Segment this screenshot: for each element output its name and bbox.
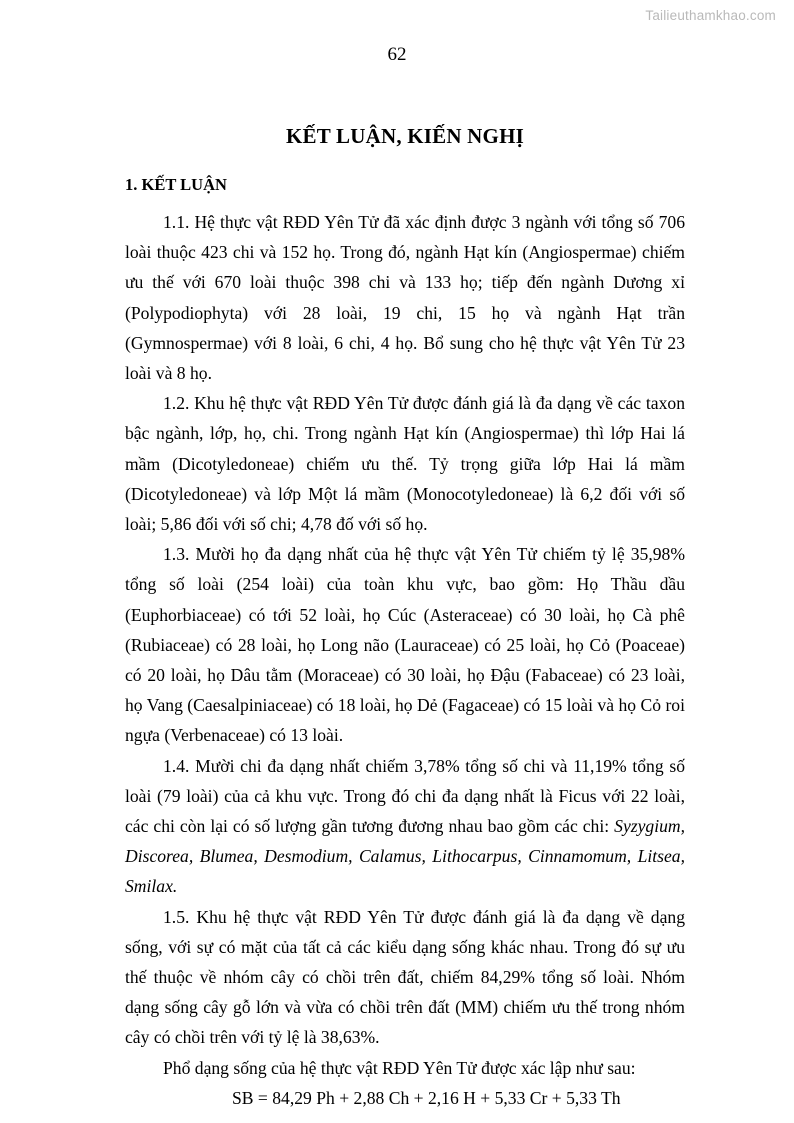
page-content — [125, 123, 685, 1113]
paragraph-1-5: 1.5. Khu hệ thực vật RĐD Yên Tử được đánh giá là đa dạng về dạng sống, với sự có mặt của tất cả các kiểu dạng sống khác nhau. Trong đó sự ưu thế thuộc về nhóm cây có chồi trên đất, chiếm 84,29% tổng số loài. Nhóm dạng sống cây gỗ lớn và vừa có chồi trên đất (MM) chiếm ưu thế trong nhóm cây có chồi trên với tỷ lệ là 38,63%. — [125, 906, 685, 1048]
life-form-spectrum-formula: SB = 84,29 Ph + 2,88 Ch + 2,16 H + 5,33 Cr + 5,33 Th — [232, 1087, 621, 1108]
page-number: 62 — [387, 44, 407, 65]
paragraph-1-3: 1.3. Mười họ đa dạng nhất của hệ thực vật Yên Tử chiếm tỷ lệ 35,98% tổng số loài (254 loài) của toàn khu vực, bao gồm: Họ Thầu dầu (Euphorbiaceae) có tới 52 loài, họ Cúc (Asteraceae) có 30 loài, họ Cà phê (Rubiaceae) có 28 loài, họ Long não (Lauraceae) có 25 loài, họ Cỏ (Poaceae) có 20 loài, họ Dâu tằm (Moraceae) có 30 loài, họ Đậu (Fabaceae) có 23 loài, họ Vang (Caesalpiniaceae) có 18 loài, họ Dẻ (Fagaceae) có 15 loài và họ Cỏ roi ngựa (Verbenaceae) có 13 loài. — [125, 544, 685, 746]
watermark-text: Tailieuthamkhao.com — [645, 8, 776, 23]
section-heading-ket-luan: 1. KẾT LUẬN — [125, 175, 227, 194]
paragraph-1-4-lead: 1.4. Mười chi đa dạng nhất chiếm 3,78% tổng số chi và 11,19% tổng số loài (79 loài) của cả khu vực. Trong đó chi đa dạng nhất là Ficus với 22 loài, các chi còn lại có số lượng gần tương đương nhau bao gồm các chi: — [125, 755, 685, 837]
paragraph-1-4-genera-italic: Syzygium, Discorea, Blumea, Desmodium, Calamus, Lithocarpus, Cinnamomum, Litsea, Smilax. — [125, 816, 685, 897]
paragraph-1-4 — [125, 751, 685, 902]
page-title: KẾT LUẬN, KIẾN NGHỊ — [286, 124, 524, 148]
paragraph-1-2: 1.2. Khu hệ thực vật RĐD Yên Tử được đánh giá là đa dạng về các taxon bậc ngành, lớp, họ, chi. Trong ngành Hạt kín (Angiospermae) thì lớp Hai lá mầm (Dicotyledoneae) chiếm ưu thế. Tỷ trọng giữa lớp Hai lá mầm (Dicotyledoneae) và lớp Một lá mầm (Monocotyledoneae) là 6,2 đối với số loài; 5,86 đối với số chi; 4,78 đố với số họ. — [125, 393, 685, 535]
paragraph-spectrum-intro: Phổ dạng sống của hệ thực vật RĐD Yên Tử được xác lập như sau: — [163, 1057, 636, 1078]
paragraph-1-1: 1.1. Hệ thực vật RĐD Yên Tử đã xác định được 3 ngành với tổng số 706 loài thuộc 423 chi và 152 họ. Trong đó, ngành Hạt kín (Angiospermae) chiếm ưu thế với 670 loài thuộc 398 chi và 133 họ; tiếp đến ngành Dương xỉ (Polypodiophyta) với 28 loài, 19 chi, 15 họ và ngành Hạt trần (Gymnospermae) với 8 loài, 6 chi, 4 họ. Bổ sung cho hệ thực vật Yên Tử 23 loài và 8 họ. — [125, 212, 685, 384]
